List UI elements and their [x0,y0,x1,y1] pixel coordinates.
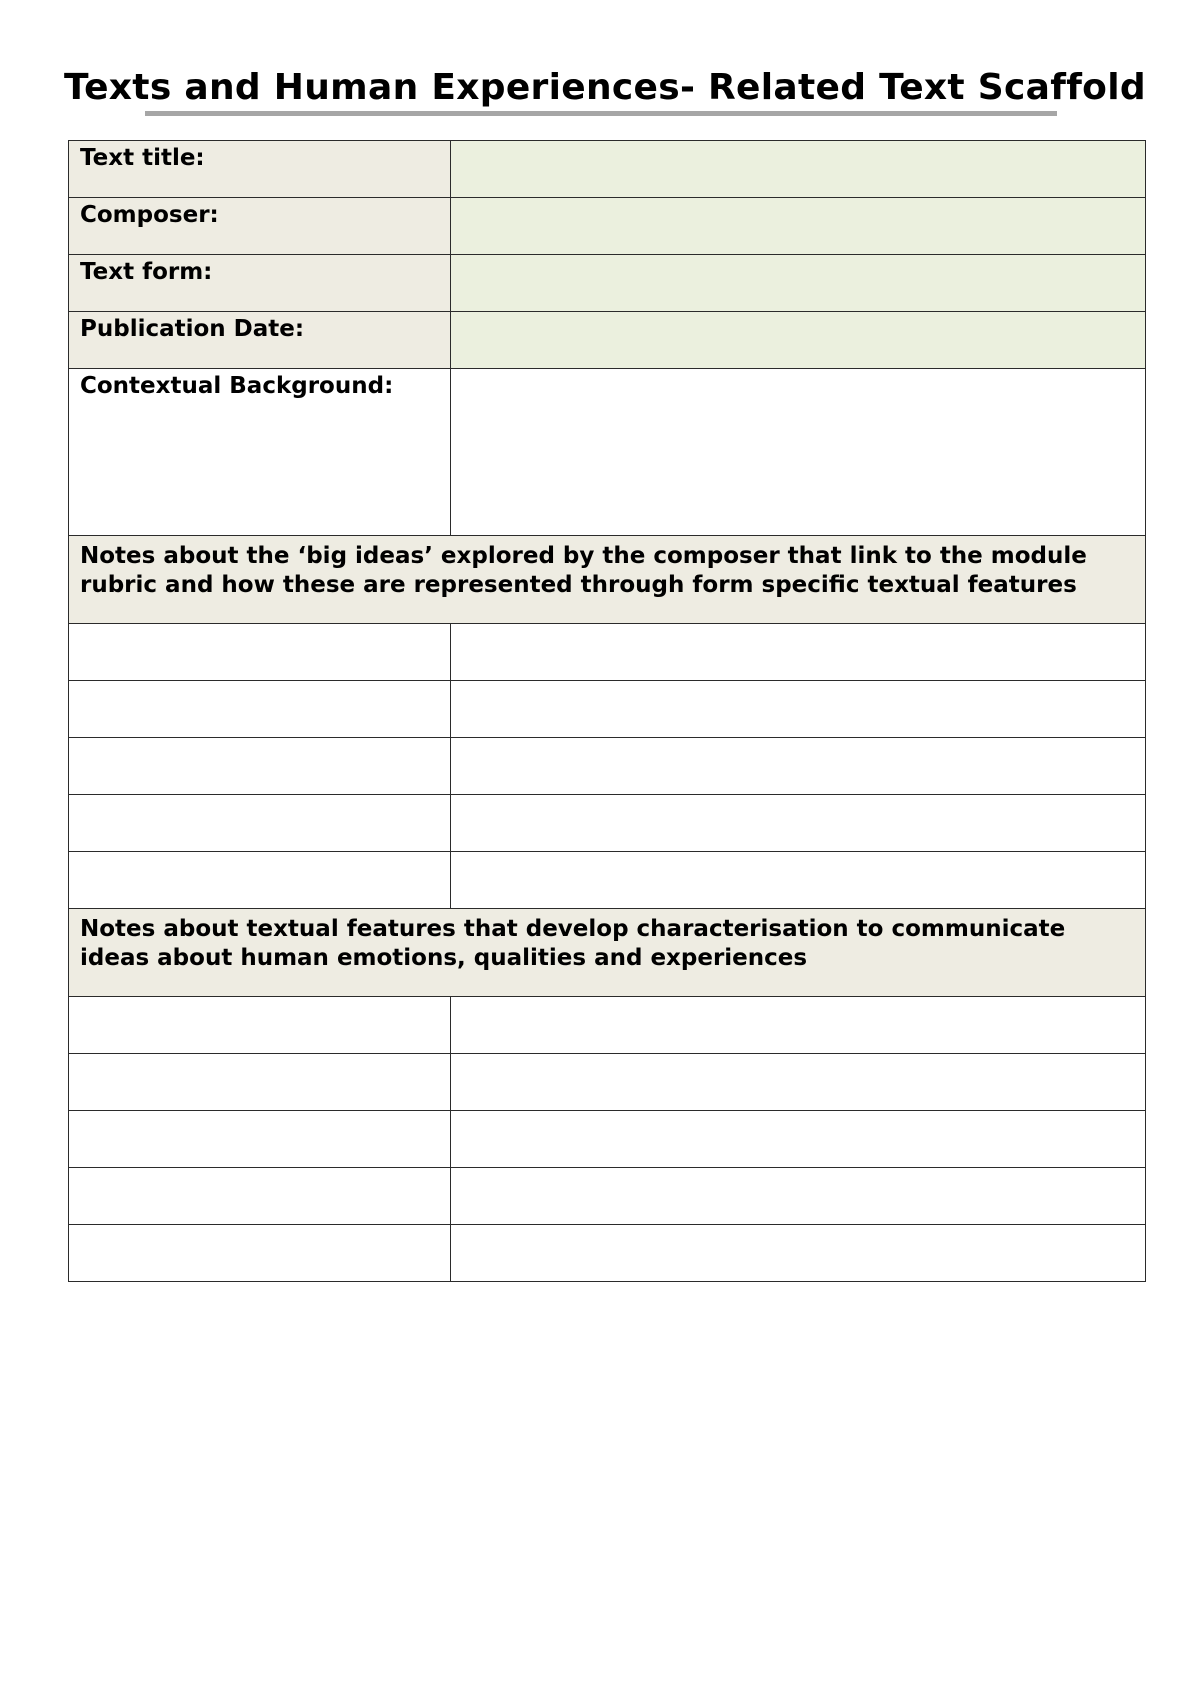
characterisation-section-heading: Notes about textual features that develop characterisation to communicate ideas about human emotions, qualities and experiences [69,909,1146,997]
characterisation-note-left-cell[interactable] [69,997,451,1054]
text-title-row [69,141,1146,198]
characterisation-note-row [69,997,1146,1054]
big-ideas-note-right-cell[interactable] [451,681,1146,738]
big-ideas-note-left-cell[interactable] [69,738,451,795]
composer-label: Composer: [69,198,451,255]
characterisation-note-row [69,1225,1146,1282]
characterisation-note-right-cell[interactable] [451,1168,1146,1225]
big-ideas-note-left-cell[interactable] [69,852,451,909]
characterisation-note-left-cell[interactable] [69,1111,451,1168]
contextual-background-label: Contextual Background: [69,369,451,536]
text-title-label: Text title: [69,141,451,198]
title-underline [145,111,1057,116]
text-form-row [69,255,1146,312]
characterisation-note-right-cell[interactable] [451,1225,1146,1282]
text-form-field[interactable] [451,255,1146,312]
big-ideas-section-row [69,536,1146,624]
big-ideas-note-right-cell[interactable] [451,795,1146,852]
characterisation-note-right-cell[interactable] [451,1054,1146,1111]
big-ideas-note-left-cell[interactable] [69,795,451,852]
characterisation-note-right-cell[interactable] [451,1111,1146,1168]
big-ideas-note-row [69,738,1146,795]
big-ideas-note-left-cell[interactable] [69,681,451,738]
characterisation-note-row [69,1054,1146,1111]
text-form-label: Text form: [69,255,451,312]
publication-date-row [69,312,1146,369]
big-ideas-note-row [69,681,1146,738]
big-ideas-note-right-cell[interactable] [451,624,1146,681]
characterisation-note-left-cell[interactable] [69,1054,451,1111]
big-ideas-note-right-cell[interactable] [451,738,1146,795]
publication-date-field[interactable] [451,312,1146,369]
characterisation-note-left-cell[interactable] [69,1225,451,1282]
big-ideas-section-heading: Notes about the ‘big ideas’ explored by the composer that link to the module rubric and how these are represented through form specific textual features [69,536,1146,624]
big-ideas-note-right-cell[interactable] [451,852,1146,909]
characterisation-note-row [69,1111,1146,1168]
scaffold-table [68,140,1146,1282]
text-title-field[interactable] [451,141,1146,198]
big-ideas-note-row [69,852,1146,909]
publication-date-label: Publication Date: [69,312,451,369]
big-ideas-note-row [69,624,1146,681]
page-title: Texts and Human Experiences- Related Text Scaffold [64,67,1146,108]
characterisation-note-left-cell[interactable] [69,1168,451,1225]
characterisation-note-right-cell[interactable] [451,997,1146,1054]
characterisation-note-row [69,1168,1146,1225]
contextual-background-field[interactable] [451,369,1146,536]
composer-row [69,198,1146,255]
contextual-background-row [69,369,1146,536]
characterisation-section-row [69,909,1146,997]
composer-field[interactable] [451,198,1146,255]
big-ideas-note-left-cell[interactable] [69,624,451,681]
big-ideas-note-row [69,795,1146,852]
